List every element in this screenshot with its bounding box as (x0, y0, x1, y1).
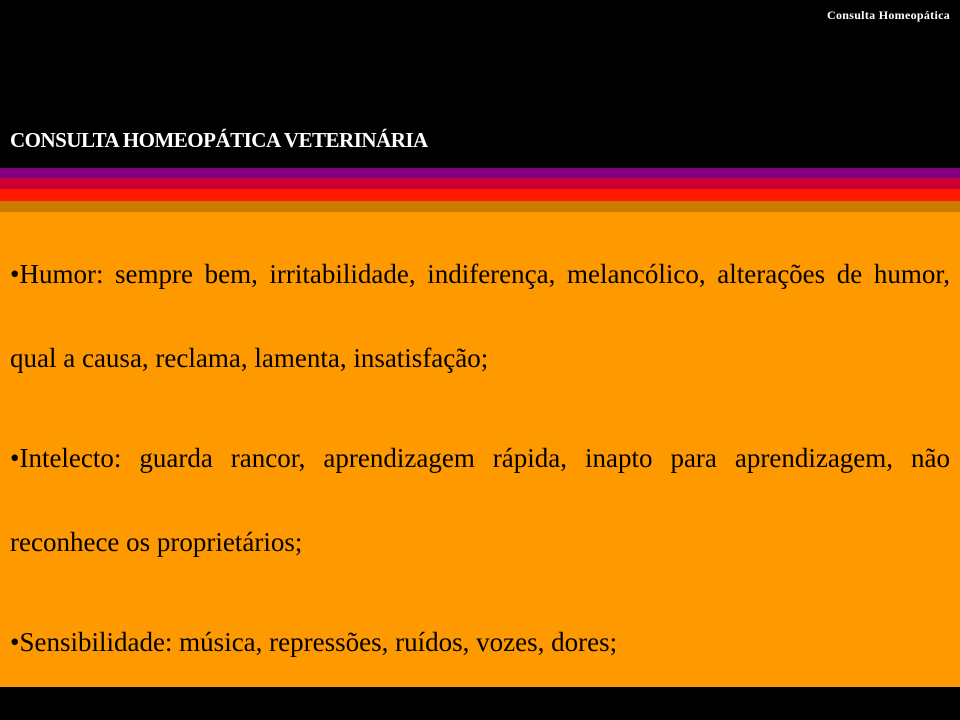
decorative-stripe-red (0, 189, 960, 201)
slide-title: CONSULTA HOMEOPÁTICA VETERINÁRIA (10, 128, 428, 152)
decorative-stripe-purple (0, 168, 960, 178)
decorative-stripe-crimson (0, 178, 960, 189)
slide-content (0, 212, 960, 687)
bullet-humor: •Humor: sempre bem, irritabilidade, indiferença, melancólico, alterações de humor, qual a causa, reclama, lamenta, insatisfação; (10, 259, 950, 373)
bullet-intelecto: •Intelecto: guarda rancor, aprendizagem rápida, inapto para aprendizagem, não reconhece os proprietários; (10, 443, 950, 557)
bullet-sensibilidade: •Sensibilidade: música, repressões, ruídos, vozes, dores; (10, 627, 618, 657)
header-label: Consulta Homeopática (827, 8, 950, 22)
decorative-stripe-amber (0, 201, 960, 212)
